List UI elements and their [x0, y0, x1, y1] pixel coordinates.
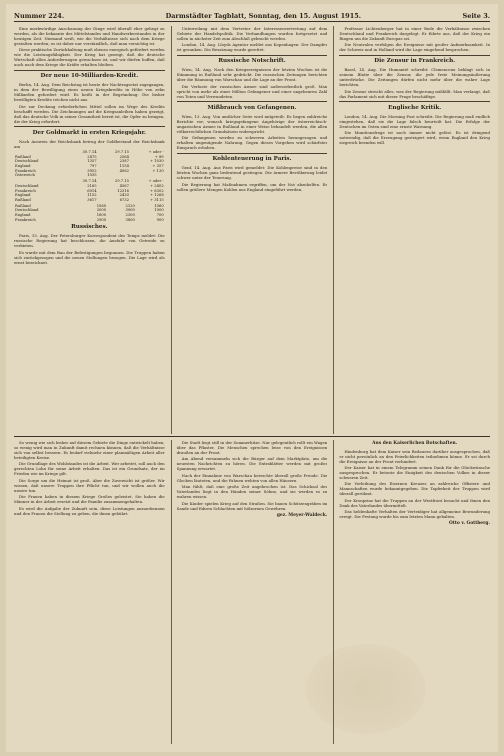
- col1-section2-p: Nach Ausweis der Reichsbank betrug der Goldbestand der Reichsbank am: [14, 138, 165, 149]
- table-cell: 29.7.15: [114, 179, 129, 184]
- table-cell: 2564: [119, 154, 129, 159]
- col2-section3-title: Kohlenteuerung in Paris.: [212, 156, 292, 163]
- col3-intro-1: Professor Lichtenberger hat in einer Rede die Verhältnisse zwischen Deutschland und Frankreich dargelegt. Er führte aus, daß der Krieg ein Ringen um die Zukunft Europas sei.: [339, 26, 491, 41]
- divider: [339, 101, 490, 102]
- table-cell: Deutschland: [15, 183, 39, 188]
- page-number: Seite 3.: [462, 11, 490, 20]
- table-cell: 30.7.14: [82, 150, 97, 155]
- table-cell: 2387: [119, 159, 129, 164]
- bottom1-p3: Die Sorge um die Heimat ist groß. Aber die Zuversicht ist größer. Wir wissen, daß unsere Truppen ihre Pflicht tun, und wir wollen auch die unsere tun.: [14, 477, 165, 493]
- table-cell: 4567: [119, 183, 129, 188]
- col2-intro-1: Unterredung mit dem Vertreter der Interessenvertretung auf dem Gebiete der Handelspolitik. Die Verhandlungen wurden fortgesetzt und sollen in nächster Zeit zum Abschluß gebracht werden.: [176, 26, 328, 41]
- col1-intro-1: Eine merkwürdige Anschauung der Dinge wird überall eher gehegt zu werden, als die bekannte des Mittelstandes und Handwerkerstandes in der heutigen Zeit. Niemand weiß, wie die Verhältnisse sich nach dem Kriege gestalten werden; es ist daher nur verständlich, daß man vorsichtig ist.: [14, 26, 165, 46]
- table-cell: [98, 173, 130, 178]
- table-cell: + 130: [152, 168, 164, 173]
- col3-section1-title: Die Zensur in Frankreich.: [374, 58, 456, 65]
- table-cell: 12316: [117, 188, 129, 193]
- table-cell: 2475: [87, 154, 97, 159]
- table-cell: Österreich: [15, 173, 35, 178]
- table-cell: 3800: [125, 217, 135, 222]
- table-row: [14, 173, 165, 178]
- page-header: [14, 10, 490, 22]
- divider: [339, 55, 490, 56]
- table-cell: 2300: [125, 213, 135, 217]
- col1-section1-title: Der neue 10-Milliarden-Kredit.: [40, 73, 139, 80]
- col3-section1-p1: Basel, 14. Aug. Die Humanité schreibt: Clemenceau beklagt sich in seinem Blatte über die Zensur, die jede freie Meinungsäußerung unterdrücke. Die Zeitungen dürfen nicht mehr über die wahre Lage berichten.: [339, 67, 491, 88]
- table-cell: 2000: [96, 208, 107, 213]
- bottom3-p3: Die Verleihung des Eisernen Kreuzes an zahlreiche Offiziere und Mannschaften wurde bekanntgegeben. Die Tapferkeit der Truppen wird überall gerühmt.: [339, 481, 491, 497]
- gold-table-2: [14, 179, 165, 202]
- table-cell: + oder -: [148, 150, 164, 155]
- table-cell: Deutschland: [15, 208, 39, 213]
- newspaper-page: [6, 4, 498, 752]
- table-cell: 1060: [96, 203, 107, 208]
- divider: [14, 126, 165, 127]
- bottom-columns: [14, 440, 490, 744]
- bottom2-p2: Am Abend versammeln sich die Bürger auf dem Marktplatz, um die neuesten Nachrichten zu hören. Die Extrablätter werden mit großer Spannung erwartet.: [176, 456, 328, 472]
- issue-number: Nummer 224.: [14, 11, 65, 20]
- col3-intro-2: Die Neutralen verfolgen die Ereignisse mit großer Aufmerksamkeit. In der Schweiz und in Holland wird die Lage eingehend besprochen.: [339, 42, 491, 53]
- table-cell: 29.7.15: [114, 150, 129, 155]
- bottom2-signature: gez. Meyer-Waldeck.: [276, 512, 328, 518]
- col2-section1-title: Russische Notschrift.: [218, 58, 286, 65]
- divider: [177, 55, 328, 56]
- col2-intro-2: London, 14. Aug. Lloyds Agentur meldet aus Kopenhagen: Der Dampfer ist gesunken. Die Besatzung wurde gerettet.: [176, 42, 328, 53]
- gold-table-3: [14, 204, 165, 222]
- feuilleton-divider: [14, 436, 490, 437]
- table-cell: + oder -: [148, 179, 164, 184]
- col1-section3-p1: Paris, 13. Aug. Der Petersburger Korrespondent des Temps meldet: Die russische Regierung hat beschlossen, die Ausfuhr von Getreide zu verbieten.: [14, 233, 165, 249]
- col2-section3-p1: Genf, 14. Aug. Aus Paris wird gemeldet: Die Kohlenpreise sind in den letzten Wochen ganz bedeutend gestiegen. Die ärmere Bevölkerung leidet schwer unter der Teuerung.: [176, 165, 328, 181]
- table-cell: 900: [156, 217, 164, 222]
- table-cell: + 2402: [150, 183, 164, 188]
- table-cell: + 3115: [150, 197, 164, 202]
- bottom2-p1: Die Stadt liegt still in der Sommerhitze. Nur gelegentlich rollt ein Wagen über das Pflaster. Die Menschen sprechen leise von den Ereignissen draußen an der Front.: [176, 440, 328, 455]
- table-cell: 3952: [87, 168, 97, 173]
- table-cell: Rußland: [15, 154, 31, 159]
- bottom2-p3: Nach der Einnahme von Warschau herrschte überall große Freude. Die Glocken läuteten, und die Fahnen wehten von allen Häusern.: [176, 472, 328, 483]
- table-cell: 2420: [119, 193, 129, 198]
- bottom1-p4: Die Frauen haben in diesem Kriege Großes geleistet. Sie haben die Männer in der Arbeit ersetzt und die Familie zusammengehalten.: [14, 494, 165, 505]
- table-cell: 700: [156, 213, 164, 217]
- table-cell: 3617: [87, 197, 97, 202]
- col1-section3-p2: Es wurde mit dem Bau der Befestigungen begonnen. Die Truppen haben sich zurückgezogen und die neuen Stellungen bezogen. Die Lage wird als ernst bezeichnet.: [14, 249, 165, 265]
- column-3: [333, 26, 490, 434]
- col2-section3-p2: Die Regierung hat Maßnahmen ergriffen, um der Not abzuhelfen. Es sollen größere Mengen Kohlen aus England eingeführt werden.: [176, 181, 328, 192]
- table-cell: 4082: [119, 168, 129, 173]
- table-cell: Frankreich: [15, 217, 36, 222]
- table-row: [14, 198, 165, 203]
- column-1: [14, 26, 165, 434]
- table-cell: 1154: [119, 164, 129, 169]
- table-cell: + 1030: [150, 159, 164, 164]
- col1-section1-p2: Die zur Deckung erforderlichen Mittel sollen im Wege des Kredits beschafft werden. Die Zeichnungen auf die Kriegsanleihen haben gezeigt, daß das deutsche Volk in seiner Gesamtheit bereit ist, die Opfer zu bringen, die der Krieg erfordert.: [14, 103, 165, 124]
- col1-section1-p1: Berlin, 14. Aug. Dem Reichstag ist heute der Nachtragsetat zugegangen, in dem der Bewilligung eines neuen Kriegskredits in Höhe von zehn Milliarden gefordert wird. Es heißt in der Begründung: Die bisher bewilligten Kredite reichen nicht aus.: [14, 82, 165, 103]
- col3-section2-p1: London, 14. Aug. Die Morning Post schreibt: Die Regierung muß endlich eingestehen, daß sie die Lage falsch beurteilt hat. Die Erfolge der Deutschen im Osten sind eine ernste Warnung.: [339, 113, 491, 129]
- column-2: [171, 26, 328, 434]
- table-cell: 1000: [154, 208, 164, 213]
- col2-section2-title: Mißbrauch von Gefangenen.: [207, 104, 297, 111]
- table-cell: England: [15, 213, 31, 217]
- table-cell: 1357: [87, 159, 97, 164]
- col3-section2-p2: Die Munitionsfrage ist noch immer nicht gelöst. Es ist dringend notwendig, daß die Erzeugung gesteigert wird, wenn England den Krieg siegreich beenden will.: [339, 130, 491, 146]
- bottom1-p5: Es wird die Aufgabe der Zukunft sein, diese Leistungen anzuerkennen und den Frauen die Stellung zu geben, die ihnen gebührt.: [14, 505, 165, 516]
- bottom3-signature: Otto v. Gottberg.: [449, 521, 491, 527]
- bottom2-p4: Man fühlt, daß eine große Zeit angebrochen ist. Das Schicksal des Vaterlandes liegt in den Händen seiner Söhne, und sie werden es zu wahren wissen.: [176, 484, 328, 500]
- table-cell: Deutschland: [15, 159, 39, 164]
- table-cell: 797: [89, 164, 97, 169]
- bottom1-p2: Die Grundlage des Wohlstandes ist die Arbeit. Wer arbeitet, soll auch den gerechten Lohn für seine Arbeit erhalten. Das ist ein Grundsatz, der im Frieden wie im Kriege gilt.: [14, 461, 165, 477]
- divider: [177, 153, 328, 154]
- top-columns: [14, 26, 490, 434]
- table-cell: 2900: [96, 217, 107, 222]
- table-cell: + 357: [152, 164, 164, 169]
- gold-table-1: [14, 150, 165, 178]
- table-cell: 3000: [125, 208, 135, 213]
- divider: [14, 70, 165, 71]
- col2-section1-p1: Wien, 14. Aug. Nach den Kriegsereignissen der letzten Wochen ist die Stimmung in Rußland sehr gedrückt. Die russischen Zeitungen berichten über die Räumung von Warschau und die Lage an der Front.: [176, 67, 328, 83]
- table-cell: 1035: [87, 173, 97, 178]
- table-cell: 6014: [87, 188, 97, 193]
- col3-section1-p2: Die Zensur streicht alles, was der Regierung mißfällt. Man verlangt, daß das Parlament sich mit dieser Frage beschäftige.: [339, 88, 491, 99]
- table-cell: 6732: [119, 197, 129, 202]
- table-cell: + 6302: [150, 188, 164, 193]
- col2-section2-p1: Wien, 13. Aug. Von amtlicher Seite wird mitgeteilt: Es liegen zahlreiche Berichte vor, wonach kriegsgefangene Angehörige der österreichisch-ungarischen Armee in Rußland in einer Weise behandelt werden, die allen völkerrechtlichen Grundsätzen widerspricht.: [176, 113, 328, 134]
- col1-intro-2: Diese praktische Zurückhaltung muß ebenso energisch gefördert werden wie die Leistungsfähigkeit. Der Krieg hat gezeigt, daß die deutsche Wirtschaft allen Anforderungen gewachsen ist, und wir dürfen hoffen, daß auch nach dem Kriege die Kräfte erhalten bleiben.: [14, 47, 165, 68]
- bottom-column-2: [171, 440, 328, 744]
- masthead: Darmstädter Tagblatt, Sonntag, den 15. August 1915.: [165, 11, 362, 20]
- table-cell: England: [15, 164, 31, 169]
- col1-section2-title: Der Goldmarkt in ersten Kriegsjahr.: [32, 129, 147, 136]
- bottom2-p5: Die Kinder spielen Krieg auf den Straßen. Sie bauen Schützengräben im Sande und führen Schlachten mit hölzernen Gewehren.: [176, 500, 328, 511]
- table-cell: + 89: [154, 154, 164, 159]
- table-cell: 1152: [87, 193, 97, 198]
- col2-section2-p2: Die Gefangenen werden zu schweren Arbeiten herangezogen und erhalten ungenügende Nahrung. Gegen dieses Vorgehen wird schärfster Einspruch erhoben.: [176, 135, 328, 151]
- table-cell: [130, 173, 165, 178]
- col1-section3-title: Russisches.: [71, 224, 108, 231]
- col3-section2-title: Englische Kritik.: [388, 104, 442, 111]
- table-cell: Frankreich: [15, 168, 36, 173]
- bottom-column-1: [14, 440, 165, 744]
- col2-section1-p2: Die Verluste der russischen Armee sind außerordentlich groß. Man spricht von mehr als einer Million Gefangener und einer ungeheuren Zahl von Toten und Verwundeten.: [176, 83, 328, 99]
- divider: [177, 101, 328, 102]
- bottom1-p1: So wenig wie sich bisher auf diesem Gebiete die Dinge entwickelt haben, so wenig wird man in Zukunft damit rechnen können, daß die Verhältnisse sich von selbst bessern. Es bedarf vielmehr einer planmäßigen Arbeit aller beteiligten Kreise.: [14, 440, 165, 460]
- table-cell: England: [15, 193, 31, 198]
- bottom3-p2: Der Kaiser hat in einem Telegramm seinen Dank für die Glückwünsche ausgesprochen. Er betonte die Einigkeit des deutschen Volkes in dieser schweren Zeit.: [339, 464, 491, 480]
- table-cell: 1600: [96, 213, 107, 217]
- table-row: [14, 218, 165, 223]
- bottom3-title: Aus den Kaiserlichen Botschaften.: [372, 441, 458, 446]
- table-cell: 2165: [87, 183, 97, 188]
- table-cell: + 1268: [150, 193, 164, 198]
- table-cell: 30.7.14: [82, 179, 97, 184]
- table-cell: Rußland: [15, 197, 31, 202]
- bottom3-p4: Der Kronprinz hat die Truppen an der Westfront besucht und ihnen den Dank des Vaterlandes übermittelt.: [339, 497, 491, 508]
- table-cell: 2120: [125, 203, 135, 208]
- table-cell: Rußland: [15, 203, 31, 208]
- table-cell: 1060: [154, 203, 164, 208]
- table-cell: Frankreich: [15, 188, 36, 193]
- bottom-column-3: [333, 440, 490, 744]
- bottom3-p5: Das heldenhafte Verhalten der Verteidiger hat allgemeine Bewunderung erregt. Die Festung wurde bis zum letzten Mann gehalten.: [339, 509, 491, 520]
- bottom3-p1: Hindenburg hat dem Kaiser sein Bedauern darüber ausgesprochen, daß er nicht persönlich an den Feierlichkeiten teilnehmen könne. Er sei durch die Ereignisse an der Front verhindert.: [339, 448, 491, 464]
